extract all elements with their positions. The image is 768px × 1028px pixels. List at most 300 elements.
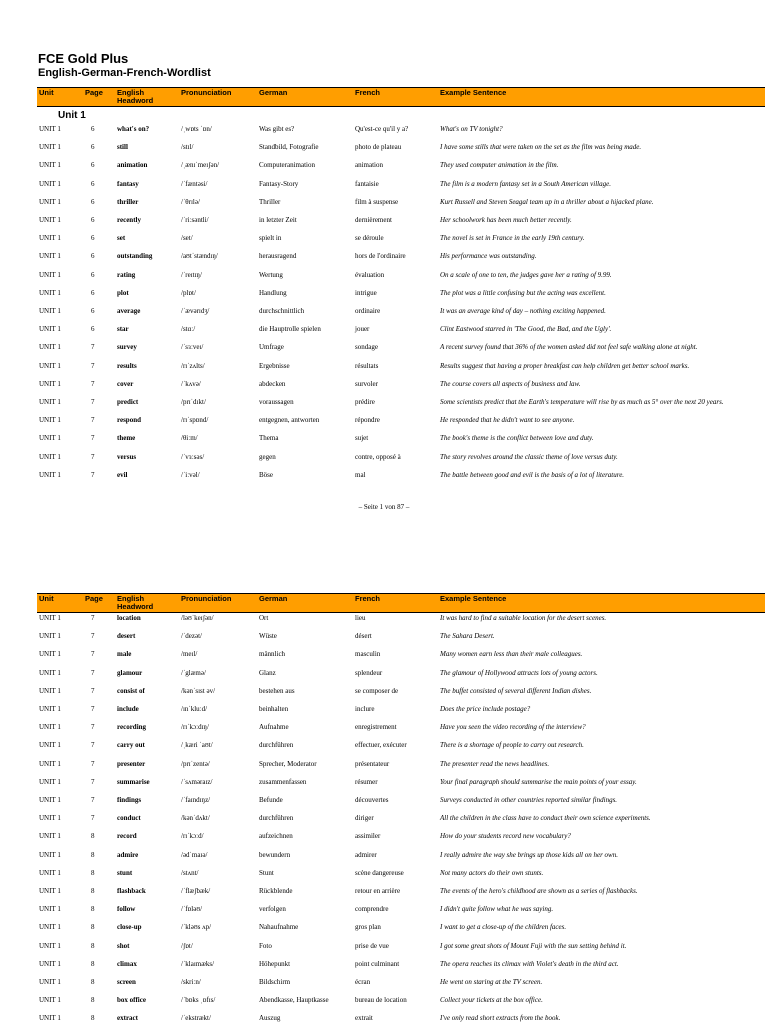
cell-french: animation [355,161,383,170]
cell-french: point culminant [355,959,400,968]
table-row [37,434,765,448]
cell-headword: thriller [117,197,139,206]
cell-german: herausragend [259,252,297,261]
cell-pronunciation: /ˈreɪtɪŋ/ [181,270,202,279]
cell-french: retour en arrière [355,887,401,895]
cell-page: 6 [91,325,95,334]
cell-headword: survey [117,343,137,352]
header-unit: Unit [39,88,54,97]
cell-french: résultats [355,361,379,370]
cell-french: splendeur [355,668,383,677]
cell-pronunciation: /stɪl/ [181,143,194,152]
cell-page: 7 [91,814,95,823]
cell-pronunciation: /ˈfaɪndɪŋz/ [181,796,211,804]
cell-pronunciation: /ˈbɒks ˌɒfɪs/ [181,996,216,1005]
cell-pronunciation: /ˈsʌməraɪz/ [181,777,213,786]
cell-example: Surveys conducted in other countries reported similar findings. [440,796,618,804]
cell-german: abdecken [259,379,286,388]
table-row [37,380,765,394]
cell-page: 6 [91,234,95,243]
cell-pronunciation: /ˈfæntəsi/ [181,179,208,188]
unit-heading: Unit 1 [58,110,86,121]
table-row [37,216,765,230]
cell-headword: plot [117,288,129,297]
cell-page: 7 [91,650,95,659]
cell-headword: screen [117,978,136,986]
cell-page: 7 [91,723,95,732]
cell-pronunciation: /ˈriːsəntli/ [181,216,209,224]
cell-french: ordinaire [355,307,381,315]
cell-example: Some scientists predict that the Earth's temperature will rise by as much as 5° over the next 20 years. [440,398,724,406]
cell-example: The presenter read the news headlines. [440,759,550,768]
cell-example: The events of the hero's childhood are shown as a series of flashbacks. [440,887,638,895]
table-row [37,632,765,646]
cell-german: Bildschirm [259,978,291,986]
cell-page: 6 [91,161,95,170]
cell-headword: male [117,650,132,659]
cell-example: The glamour of Hollywood attracts lots of young actors. [440,668,598,677]
table-row [37,289,765,303]
cell-example: I didn't quite follow what he was saying. [440,905,554,914]
cell-headword: fantasy [117,179,139,188]
cell-example: His performance was outstanding. [440,252,537,261]
cell-page: 8 [91,887,95,895]
cell-pronunciation: /rɪˈkɔːdɪŋ/ [181,723,209,732]
cell-example: Kurt Russell and Steven Seagal team up in a thriller about a hijacked plane. [440,197,654,206]
cell-headword: close-up [117,923,142,932]
cell-headword: recently [117,216,141,224]
table-row [37,398,765,412]
cell-example: He went on staring at the TV screen. [440,978,543,986]
cell-pronunciation: /ˌænɪˈmeɪʃən/ [181,161,220,170]
table-row [37,778,765,792]
cell-example: Does the price include postage? [440,705,531,713]
cell-example: Her schoolwork has been much better recently. [440,216,572,224]
cell-french: extrait [355,1014,373,1023]
cell-pronunciation: /ɪnˈkluːd/ [181,705,208,713]
cell-pronunciation: /kənˈdʌkt/ [181,814,210,823]
cell-page: 6 [91,179,95,188]
cell-german: voraussagen [259,398,294,406]
cell-unit: UNIT 1 [39,1014,61,1023]
cell-page: 8 [91,978,95,986]
table-row [37,705,765,719]
cell-german: Foto [259,941,272,950]
cell-french: présentateur [355,759,390,768]
header-french: French [355,88,381,97]
cell-page: 6 [91,270,95,279]
cell-french: Qu'est-ce qu'il y a? [355,125,409,133]
cell-unit: UNIT 1 [39,216,61,224]
table-row [37,760,765,774]
cell-example: Results suggest that having a proper breakfast can help children get better school marks. [440,361,690,370]
cell-pronunciation: /ˈθrɪlə/ [181,197,200,206]
header-example: Example Sentence [440,88,507,97]
cell-page: 7 [91,796,95,804]
cell-french: prédire [355,398,375,406]
table-row [37,942,765,956]
cell-unit: UNIT 1 [39,398,61,406]
cell-pronunciation: /plɒt/ [181,288,196,297]
table-row [37,869,765,883]
cell-page: 7 [91,361,95,370]
cell-german: Ergebnisse [259,361,290,370]
cell-example: The opera reaches its climax with Violet's death in the third act. [440,959,619,968]
cell-pronunciation: /skriːn/ [181,978,201,986]
cell-page: 7 [91,343,95,352]
cell-example: A recent survey found that 36% of the women asked did not feel safe walking alone at night. [440,343,698,352]
cell-example: Many women earn less than their male colleagues. [440,650,583,659]
cell-french: sondage [355,343,378,352]
cell-german: in letzter Zeit [259,216,297,224]
cell-french: scène dangereuse [355,868,404,877]
cell-pronunciation: /prɪˈdɪkt/ [181,398,206,406]
cell-german: Abendkasse, Hauptkasse [259,996,329,1005]
cell-headword: consist of [117,686,145,695]
table-row [37,814,765,828]
cell-unit: UNIT 1 [39,959,61,968]
header-french: French [355,594,381,603]
cell-unit: UNIT 1 [39,632,61,641]
cell-french: désert [355,632,372,641]
cell-unit: UNIT 1 [39,161,61,170]
cell-example: The novel is set in France in the early 19th century. [440,234,585,243]
cell-unit: UNIT 1 [39,686,61,695]
cell-german: Aufnahme [259,723,289,732]
cell-example: Not many actors do their own stunts. [440,868,544,877]
cell-french: résumer [355,777,378,786]
cell-french: écran [355,978,371,986]
cell-headword: cover [117,379,134,388]
cell-german: Rückblende [259,887,293,895]
cell-french: film à suspense [355,197,399,206]
cell-page: 7 [91,452,95,461]
cell-page: 6 [91,125,95,133]
table-row [37,687,765,701]
cell-unit: UNIT 1 [39,252,61,261]
cell-french: gros plan [355,923,381,932]
cell-page: 6 [91,288,95,297]
table-row [37,996,765,1010]
cell-headword: record [117,832,137,841]
cell-example: The battle between good and evil is the basis of a lot of literature. [440,470,625,479]
cell-german: Thema [259,434,279,443]
cell-page: 7 [91,379,95,388]
cell-example: I really admire the way she brings up those kids all on her own. [440,850,618,859]
cell-example: On a scale of one to ten, the judges gave her a rating of 9.99. [440,270,612,279]
cell-page: 7 [91,434,95,443]
cell-german: Was gibt es? [259,125,295,133]
cell-pronunciation: /stɑː/ [181,325,196,334]
cell-french: assimiler [355,832,381,841]
cell-german: gegen [259,452,276,461]
cell-page: 8 [91,959,95,968]
cell-pronunciation: /rɪˈkɔːd/ [181,832,204,841]
cell-unit: UNIT 1 [39,179,61,188]
cell-headword: respond [117,416,141,425]
header-unit: Unit [39,594,54,603]
header-headword: English Headword [117,594,154,611]
cell-page: 7 [91,614,95,622]
cell-headword: what's on? [117,125,150,133]
table-row [37,978,765,992]
cell-headword: evil [117,470,128,479]
cell-german: Standbild, Fotografie [259,143,319,152]
cell-page: 8 [91,868,95,877]
table-header [37,593,765,613]
cell-german: bewundern [259,850,291,859]
cell-unit: UNIT 1 [39,832,61,841]
cell-german: Höhepunkt [259,959,291,968]
cell-german: durchführen [259,741,294,750]
cell-french: se déroule [355,234,384,243]
cell-example: It was hard to find a suitable location for the desert scenes. [440,614,607,622]
cell-example: The course covers all aspects of business and law. [440,379,581,388]
cell-headword: box office [117,996,146,1005]
cell-german: Handlung [259,288,287,297]
cell-unit: UNIT 1 [39,325,61,334]
table-row [37,325,765,339]
cell-headword: set [117,234,126,243]
cell-unit: UNIT 1 [39,668,61,677]
cell-pronunciation: /set/ [181,234,193,243]
cell-french: inclure [355,705,375,713]
cell-headword: glamour [117,668,143,677]
cell-french: découvertes [355,796,389,804]
cell-unit: UNIT 1 [39,868,61,877]
cell-example: Collect your tickets at the box office. [440,996,543,1005]
cell-page: 7 [91,741,95,750]
cell-pronunciation: /ˈklaɪmæks/ [181,959,215,968]
cell-page: 6 [91,197,95,206]
cell-headword: still [117,143,128,152]
cell-pronunciation: /ˈiːvəl/ [181,470,200,479]
cell-german: beinhalten [259,705,289,713]
table-row [37,832,765,846]
cell-example: The film is a modern fantasy set in a South American village. [440,179,611,188]
cell-unit: UNIT 1 [39,143,61,152]
cell-french: évaluation [355,270,385,279]
cell-french: effectuer, exécuter [355,741,407,750]
cell-headword: outstanding [117,252,153,261]
cell-unit: UNIT 1 [39,379,61,388]
table-row [37,741,765,755]
cell-french: intrigue [355,288,377,297]
header-pronunciation: Pronunciation [181,594,232,603]
cell-page: 7 [91,416,95,425]
table-row [37,796,765,810]
cell-headword: rating [117,270,136,279]
cell-headword: predict [117,398,139,406]
cell-german: Böse [259,470,273,479]
cell-page: 7 [91,686,95,695]
cell-unit: UNIT 1 [39,650,61,659]
cell-pronunciation: /ˈvɜːsəs/ [181,452,205,461]
cell-pronunciation: /rɪˈspɒnd/ [181,416,209,425]
cell-example: The story revolves around the classic theme of love versus duty. [440,452,618,461]
cell-french: admirer [355,850,377,859]
table-row [37,614,765,628]
cell-headword: stunt [117,868,133,877]
cell-unit: UNIT 1 [39,234,61,243]
table-row [37,416,765,430]
cell-page: 8 [91,832,95,841]
table-row [37,252,765,266]
cell-headword: carry out [117,741,145,750]
cell-example: He responded that he didn't want to see anyone. [440,416,575,425]
cell-page: 8 [91,996,95,1005]
cell-unit: UNIT 1 [39,759,61,768]
cell-pronunciation: /ˌkæri ˈaʊt/ [181,741,213,750]
table-row [37,1014,765,1028]
cell-headword: admire [117,850,139,859]
cell-headword: shot [117,941,130,950]
cell-french: masculin [355,650,381,659]
cell-french: hors de l'ordinaire [355,252,406,261]
cell-page: 8 [91,941,95,950]
cell-page: 8 [91,923,95,932]
cell-unit: UNIT 1 [39,614,61,622]
table-row [37,180,765,194]
table-row [37,161,765,175]
cell-pronunciation: /ədˈmaɪə/ [181,850,208,859]
cell-pronunciation: /ˈsɜːveɪ/ [181,343,204,352]
table-header [37,87,765,107]
cell-french: diriger [355,814,374,823]
cell-german: durchführen [259,814,294,823]
cell-headword: location [117,614,141,622]
header-headword: English Headword [117,88,154,105]
cell-german: verfolgen [259,905,286,914]
table-row [37,198,765,212]
cell-page: 7 [91,470,95,479]
cell-german: bestehen aus [259,686,295,695]
cell-page: 8 [91,1014,95,1023]
table-row [37,343,765,357]
cell-page: 8 [91,850,95,859]
cell-example: The Sahara Desert. [440,632,495,641]
cell-example: There is a shortage of people to carry out research. [440,741,584,750]
cell-unit: UNIT 1 [39,416,61,425]
cell-german: Computeranimation [259,161,315,170]
cell-pronunciation: /ˈglæmə/ [181,668,206,677]
cell-french: photo de plateau [355,143,402,152]
cell-page: 7 [91,777,95,786]
cell-headword: recording [117,723,147,732]
document-subtitle: English-German-French-Wordlist [38,67,211,79]
cell-french: lieu [355,614,366,622]
cell-headword: include [117,705,139,713]
cell-pronunciation: /ˌwɒts ˈɒn/ [181,125,212,133]
cell-headword: theme [117,434,136,443]
table-row [37,453,765,467]
cell-pronunciation: /ˈkləʊs ʌp/ [181,923,212,932]
cell-french: enregistrement [355,723,397,732]
table-row [37,650,765,664]
cell-pronunciation: /θiːm/ [181,434,198,443]
cell-headword: results [117,361,137,370]
cell-pronunciation: /prɪˈzentə/ [181,759,210,768]
table-row [37,143,765,157]
cell-headword: star [117,325,129,334]
cell-french: mal [355,470,366,479]
cell-german: Wüste [259,632,277,641]
cell-german: entgegnen, antworten [259,416,320,425]
cell-example: I got some great shots of Mount Fuji with the sun setting behind it. [440,941,627,950]
cell-french: répondre [355,416,380,425]
cell-pronunciation: /ˈdezət/ [181,632,202,641]
cell-pronunciation: /ˈflæʃbæk/ [181,887,211,895]
cell-unit: UNIT 1 [39,777,61,786]
table-row [37,669,765,683]
cell-unit: UNIT 1 [39,850,61,859]
cell-headword: animation [117,161,148,170]
cell-german: Glanz [259,668,276,677]
cell-pronunciation: /ləʊˈkeɪʃən/ [181,614,214,622]
cell-french: comprendre [355,905,389,914]
cell-page: 6 [91,307,95,315]
cell-german: Fantasy-Story [259,179,299,188]
cell-pronunciation: /ʃɒt/ [181,941,193,950]
cell-unit: UNIT 1 [39,470,61,479]
table-row [37,905,765,919]
cell-headword: conduct [117,814,141,823]
cell-german: durchschnittlich [259,307,305,315]
cell-pronunciation: /ˈævərɪdʒ/ [181,307,210,315]
cell-unit: UNIT 1 [39,361,61,370]
cell-german: männlich [259,650,286,659]
cell-unit: UNIT 1 [39,288,61,297]
cell-french: dernièrement [355,216,392,224]
cell-german: Sprecher, Moderator [259,759,317,768]
cell-unit: UNIT 1 [39,197,61,206]
cell-example: The buffet consisted of several different Indian dishes. [440,686,592,695]
cell-pronunciation: /stʌnt/ [181,868,199,877]
cell-french: contre, opposé à [355,452,401,461]
header-pronunciation: Pronunciation [181,88,232,97]
cell-page: 7 [91,705,95,713]
cell-pronunciation: /meɪl/ [181,650,198,659]
cell-example: The plot was a little confusing but the acting was excellent. [440,288,606,297]
cell-unit: UNIT 1 [39,452,61,461]
table-row [37,960,765,974]
cell-pronunciation: /kənˈsɪst əv/ [181,686,216,695]
cell-french: bureau de location [355,996,407,1005]
cell-french: fantaisie [355,179,379,188]
cell-unit: UNIT 1 [39,814,61,823]
cell-page: 6 [91,252,95,261]
cell-french: sujet [355,434,369,443]
cell-page: 8 [91,905,95,914]
cell-headword: desert [117,632,136,641]
cell-unit: UNIT 1 [39,796,61,804]
cell-unit: UNIT 1 [39,996,61,1005]
cell-example: All the children in the class have to conduct their own science experiments. [440,814,651,823]
cell-german: Wertung [259,270,283,279]
cell-example: They used computer animation in the film. [440,161,559,170]
cell-pronunciation: /ˈkʌvə/ [181,379,201,388]
cell-german: zusammenfassen [259,777,307,786]
cell-headword: climax [117,959,137,968]
cell-german: aufzeichnen [259,832,293,841]
cell-pronunciation: /ˈfɒləʊ/ [181,905,203,914]
cell-unit: UNIT 1 [39,941,61,950]
cell-german: Auszug [259,1014,281,1023]
cell-unit: UNIT 1 [39,343,61,352]
cell-german: spielt in [259,234,282,243]
cell-pronunciation: /aʊtˈstændɪŋ/ [181,252,218,261]
page-footer: – Seite 1 von 87 – [358,503,410,511]
